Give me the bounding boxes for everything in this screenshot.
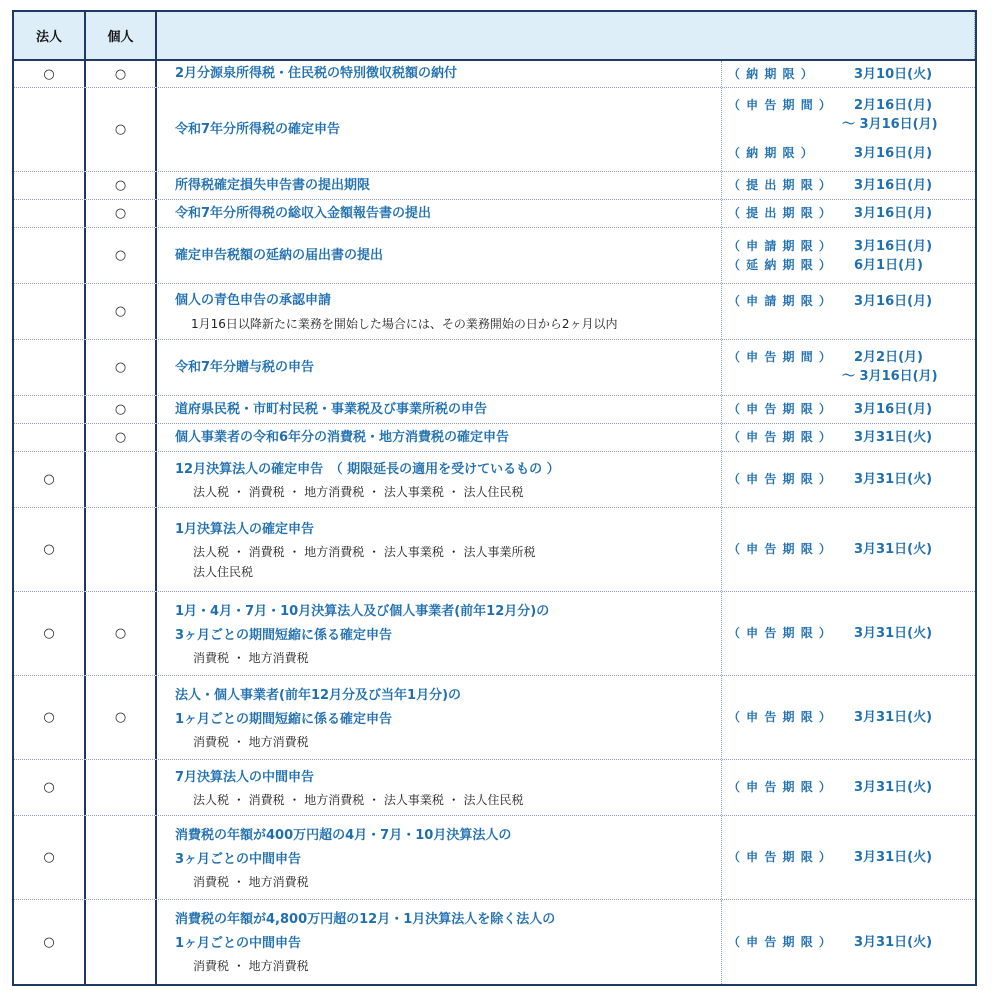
deadline-date: 3月31日(火) bbox=[854, 934, 933, 950]
deadline-date: 3月16日(月) bbox=[854, 146, 933, 161]
item-description bbox=[157, 88, 722, 171]
individual-mark: ○ bbox=[86, 228, 157, 283]
deadline-line bbox=[728, 367, 975, 386]
item-detail: 法人住民税 bbox=[193, 564, 254, 579]
deadline-label: （ 提 出 期 限 ） bbox=[728, 178, 832, 192]
deadline-cell bbox=[722, 508, 975, 591]
deadline-cell bbox=[722, 340, 975, 395]
deadline-date: 3月16日(月) bbox=[854, 294, 933, 309]
deadline-label: （ 申 請 期 限 ） bbox=[728, 294, 832, 308]
item-title: 12月決算法人の確定申告 （ 期限延長の適用を受けているもの ） bbox=[175, 461, 560, 477]
deadline-date: 3月10日(火) bbox=[854, 66, 933, 82]
table-row bbox=[14, 508, 975, 592]
header-blank bbox=[157, 12, 975, 59]
table-row bbox=[14, 816, 975, 900]
item-title: 1月・4月・7月・10月決算法人及び個人事業者(前年12月分)の bbox=[175, 603, 550, 619]
item-title: 1ヶ月ごとの中間申告 bbox=[175, 936, 302, 951]
deadline-date: 3月31日(火) bbox=[854, 430, 933, 445]
corporation-mark: ○ bbox=[14, 760, 86, 815]
item-title: 個人の青色申告の承認申請 bbox=[175, 292, 332, 308]
deadline-line bbox=[728, 400, 975, 419]
item-detail: 消費税 ・ 地方消費税 bbox=[193, 734, 309, 749]
corporation-mark bbox=[14, 340, 86, 395]
table-row bbox=[14, 452, 975, 508]
deadline-date: 2月16日(月) bbox=[854, 98, 933, 113]
table-row bbox=[14, 200, 975, 228]
table-row bbox=[14, 676, 975, 760]
item-title: 令和7年分贈与税の申告 bbox=[175, 359, 315, 375]
deadline-line bbox=[728, 428, 975, 447]
deadline-line bbox=[728, 624, 975, 643]
item-description bbox=[157, 508, 722, 591]
individual-mark bbox=[86, 452, 157, 507]
deadline-cell bbox=[722, 200, 975, 227]
deadline-date: 3月31日(火) bbox=[854, 850, 933, 865]
item-title: 消費税の年額が400万円超の4月・7月・10月決算法人の bbox=[175, 827, 512, 843]
item-title: 令和7年分所得税の確定申告 bbox=[175, 121, 341, 137]
item-detail: 消費税 ・ 地方消費税 bbox=[193, 959, 309, 973]
deadline-label: （ 提 出 期 限 ） bbox=[728, 206, 832, 220]
item-description bbox=[157, 340, 722, 395]
item-detail: 消費税 ・ 地方消費税 bbox=[193, 650, 309, 665]
deadline-date: 3月16日(月) bbox=[854, 206, 933, 221]
corporation-mark bbox=[14, 200, 86, 227]
corporation-mark: ○ bbox=[14, 452, 86, 507]
deadline-cell bbox=[722, 900, 975, 984]
deadline-line bbox=[728, 144, 975, 163]
deadline-cell bbox=[722, 424, 975, 451]
item-detail: 法人税 ・ 消費税 ・ 地方消費税 ・ 法人事業税 ・ 法人住民税 bbox=[193, 484, 524, 499]
corporation-mark: ○ bbox=[14, 900, 86, 984]
corporation-mark: ○ bbox=[14, 676, 86, 759]
corporation-mark bbox=[14, 284, 86, 339]
item-title: 所得税確定損失申告書の提出期限 bbox=[175, 177, 371, 193]
tax-schedule-table bbox=[12, 10, 977, 986]
table-row bbox=[14, 760, 975, 816]
deadline-label: （ 延 納 期 限 ） bbox=[728, 257, 832, 272]
deadline-cell bbox=[722, 61, 975, 87]
item-title: 3ヶ月ごとの中間申告 bbox=[175, 851, 302, 867]
deadline-label: （ 申 告 期 限 ） bbox=[728, 402, 832, 416]
item-title: 個人事業者の令和6年分の消費税・地方消費税の確定申告 bbox=[175, 429, 510, 445]
deadline-line bbox=[728, 348, 975, 367]
table-header bbox=[14, 12, 975, 61]
deadline-date: 2月2日(月) bbox=[854, 350, 923, 365]
deadline-line bbox=[728, 540, 975, 559]
deadline-label: （ 申 告 期 限 ） bbox=[728, 710, 832, 724]
corporation-mark: ○ bbox=[14, 816, 86, 899]
individual-mark bbox=[86, 900, 157, 984]
item-title: 3ヶ月ごとの期間短縮に係る確定申告 bbox=[175, 627, 393, 643]
corporation-mark bbox=[14, 88, 86, 171]
item-detail: 消費税 ・ 地方消費税 bbox=[193, 874, 309, 889]
item-title: 消費税の年額が4,800万円超の12月・1月決算法人を除く法人の bbox=[175, 912, 556, 927]
item-description bbox=[157, 61, 722, 87]
deadline-label: （ 申 告 期 限 ） bbox=[728, 626, 832, 640]
item-title: 確定申告税額の延納の届出書の提出 bbox=[175, 247, 384, 263]
item-title: 1ヶ月ごとの期間短縮に係る確定申告 bbox=[175, 711, 393, 727]
deadline-line bbox=[728, 256, 975, 275]
individual-mark bbox=[86, 816, 157, 899]
item-description bbox=[157, 228, 722, 283]
deadline-cell bbox=[722, 760, 975, 815]
deadline-label: （ 納 期 限 ） bbox=[728, 146, 814, 160]
deadline-line bbox=[728, 292, 975, 311]
table-row bbox=[14, 396, 975, 424]
item-description bbox=[157, 396, 722, 423]
deadline-date: 3月31日(火) bbox=[854, 542, 933, 557]
deadline-line bbox=[728, 778, 975, 797]
deadline-cell bbox=[722, 452, 975, 507]
deadline-cell bbox=[722, 676, 975, 759]
individual-mark: ○ bbox=[86, 61, 157, 87]
item-description bbox=[157, 592, 722, 675]
deadline-line bbox=[728, 204, 975, 223]
item-description bbox=[157, 900, 722, 984]
item-title: 7月決算法人の中間申告 bbox=[175, 769, 315, 785]
item-detail: 法人税 ・ 消費税 ・ 地方消費税 ・ 法人事業税 ・ 法人住民税 bbox=[193, 792, 524, 807]
table-row bbox=[14, 424, 975, 452]
individual-mark: ○ bbox=[86, 424, 157, 451]
item-description bbox=[157, 284, 722, 339]
item-description bbox=[157, 816, 722, 899]
corporation-mark bbox=[14, 396, 86, 423]
individual-mark: ○ bbox=[86, 172, 157, 199]
corporation-mark bbox=[14, 172, 86, 199]
table-row bbox=[14, 284, 975, 340]
table-row bbox=[14, 228, 975, 284]
item-description bbox=[157, 172, 722, 199]
table-row bbox=[14, 340, 975, 396]
corporation-mark bbox=[14, 424, 86, 451]
deadline-label: （ 申 告 期 限 ） bbox=[728, 472, 832, 486]
corporation-mark: ○ bbox=[14, 592, 86, 675]
corporation-mark bbox=[14, 228, 86, 283]
corporation-mark: ○ bbox=[14, 61, 86, 87]
item-title: 道府県民税・市町村民税・事業税及び事業所税の申告 bbox=[175, 401, 488, 417]
table-row bbox=[14, 592, 975, 676]
deadline-date: 6月1日(月) bbox=[854, 257, 923, 273]
item-title: 法人・個人事業者(前年12月分及び当年1月分)の bbox=[175, 687, 462, 703]
deadline-date: 3月16日(月) bbox=[854, 178, 933, 193]
deadline-line bbox=[728, 96, 975, 115]
deadline-label: （ 申 告 期 限 ） bbox=[728, 542, 832, 556]
item-description bbox=[157, 760, 722, 815]
deadline-date: ～ 3月16日(月) bbox=[842, 117, 938, 132]
deadline-date: 3月16日(月) bbox=[854, 238, 933, 254]
deadline-date: 3月16日(月) bbox=[854, 402, 933, 417]
table-row bbox=[14, 900, 975, 984]
table-row bbox=[14, 172, 975, 200]
item-title: 1月決算法人の確定申告 bbox=[175, 521, 315, 537]
table-row bbox=[14, 61, 975, 88]
deadline-date: 3月31日(火) bbox=[854, 472, 933, 487]
individual-mark: ○ bbox=[86, 200, 157, 227]
deadline-cell bbox=[722, 284, 975, 339]
deadline-label: （ 申 告 期 限 ） bbox=[728, 850, 832, 864]
item-detail: 1月16日以降新たに業務を開始した場合には、その業務開始の日から2ヶ月以内 bbox=[191, 316, 618, 331]
deadline-line bbox=[728, 848, 975, 867]
table-row bbox=[14, 88, 975, 172]
deadline-line bbox=[728, 470, 975, 489]
individual-mark: ○ bbox=[86, 676, 157, 759]
deadline-date: ～ 3月16日(月) bbox=[842, 369, 938, 384]
individual-mark: ○ bbox=[86, 340, 157, 395]
deadline-label: （ 申 告 期 間 ） bbox=[728, 350, 832, 364]
item-title: 令和7年分所得税の総収入金額報告書の提出 bbox=[175, 205, 432, 221]
deadline-cell bbox=[722, 88, 975, 171]
deadline-date: 3月31日(火) bbox=[854, 626, 933, 641]
deadline-label: （ 納 期 限 ） bbox=[728, 66, 814, 81]
deadline-line bbox=[728, 115, 975, 134]
corporation-mark: ○ bbox=[14, 508, 86, 591]
deadline-cell bbox=[722, 816, 975, 899]
table-body bbox=[14, 61, 975, 984]
item-description bbox=[157, 676, 722, 759]
individual-mark bbox=[86, 508, 157, 591]
individual-mark bbox=[86, 760, 157, 815]
deadline-cell bbox=[722, 172, 975, 199]
deadline-date: 3月31日(火) bbox=[854, 710, 933, 725]
deadline-label: （ 申 告 期 間 ） bbox=[728, 98, 832, 112]
item-detail: 法人税 ・ 消費税 ・ 地方消費税 ・ 法人事業税 ・ 法人事業所税 bbox=[193, 544, 536, 559]
individual-mark: ○ bbox=[86, 396, 157, 423]
deadline-cell bbox=[722, 228, 975, 283]
header-individual: 個人 bbox=[86, 12, 157, 59]
deadline-date: 3月31日(火) bbox=[854, 780, 933, 795]
deadline-line bbox=[728, 708, 975, 727]
item-title: 2月分源泉所得税・住民税の特別徴収税額の納付 bbox=[175, 66, 458, 81]
deadline-label: （ 申 告 期 限 ） bbox=[728, 934, 832, 949]
item-description bbox=[157, 200, 722, 227]
individual-mark: ○ bbox=[86, 592, 157, 675]
deadline-line bbox=[728, 933, 975, 952]
individual-mark: ○ bbox=[86, 88, 157, 171]
deadline-label: （ 申 告 期 限 ） bbox=[728, 430, 832, 444]
deadline-cell bbox=[722, 592, 975, 675]
item-description bbox=[157, 452, 722, 507]
deadline-line bbox=[728, 237, 975, 256]
deadline-label: （ 申 告 期 限 ） bbox=[728, 780, 832, 794]
deadline-line bbox=[728, 176, 975, 195]
individual-mark: ○ bbox=[86, 284, 157, 339]
item-description bbox=[157, 424, 722, 451]
header-corporation: 法人 bbox=[14, 12, 86, 59]
deadline-cell bbox=[722, 396, 975, 423]
deadline-line bbox=[728, 65, 975, 84]
deadline-label: （ 申 請 期 限 ） bbox=[728, 238, 832, 253]
